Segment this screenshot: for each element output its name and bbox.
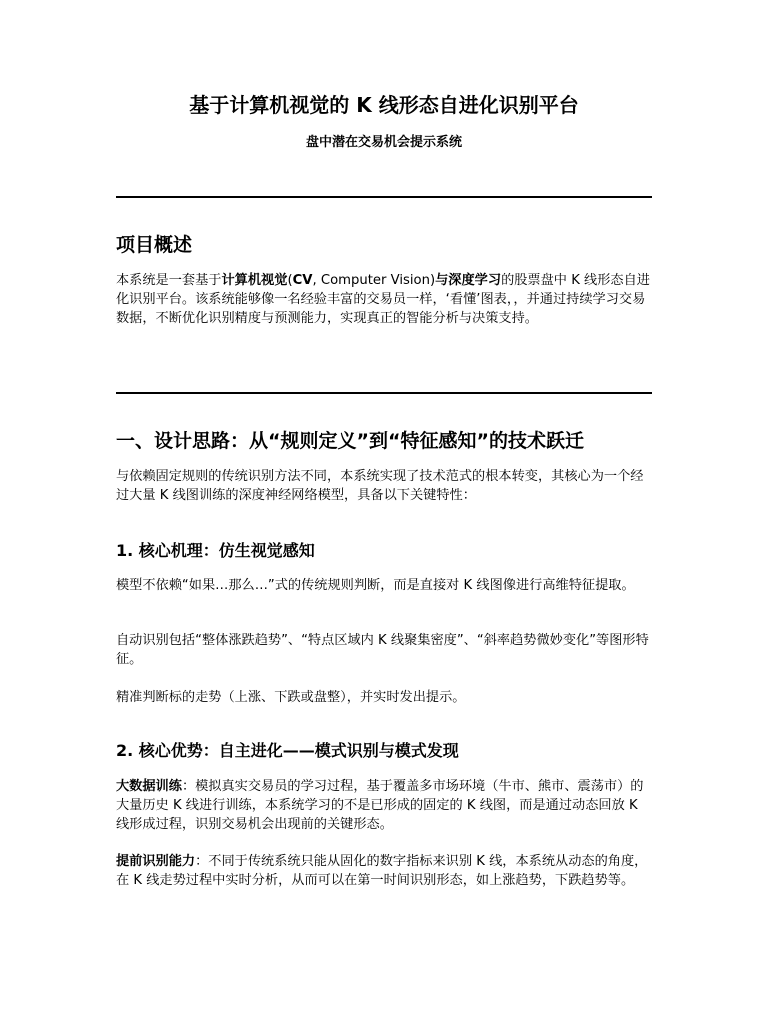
sub1-paragraph-2: 自动识别包括“整体涨跌趋势”、“特点区域内 K 线聚集密度”、“斜率趋势微妙变化”等图形特征。 [116, 633, 649, 667]
sub2-text: ：模拟真实交易员的学习过程，基于覆盖多市场环境（牛市、熊市、震荡市）的大量历史 K 线进行训练，本系统学习的不是已形成的固定的 K 线图，而是通过动态回放 K 线形成过程，识别交易机会出现前的关键形态。 [116, 779, 644, 832]
overview-text: , Computer Vision) [312, 273, 436, 288]
sub2-paragraph-2 [116, 852, 652, 890]
sub2-label: 提前识别能力 [116, 854, 196, 869]
overview-text: 本系统是一套基于 [116, 273, 222, 288]
overview-paragraph [116, 271, 652, 328]
sub2-heading: 2. 核心优势：自主进化——模式识别与模式发现 [116, 741, 459, 760]
sub2-text: ：不同于传统系统只能从固化的数字指标来识别 K 线，本系统从动态的角度，在 K 线走势过程中实时分析，从而可以在第一时间识别形态，如上涨趋势，下跌趋势等。 [116, 854, 648, 888]
section1-heading: 一、设计思路：从“规则定义”到“特征感知”的技术跃迁 [116, 430, 584, 452]
divider [116, 196, 652, 198]
overview-bold: 计算机视觉 [221, 273, 288, 288]
sub2-paragraph-1 [116, 777, 652, 834]
sub1-paragraph-1: 模型不依赖“如果…那么…”式的传统规则判断，而是直接对 K 线图像进行高维特征提取。 [116, 578, 635, 593]
document-subtitle: 盘中潜在交易机会提示系统 [305, 135, 462, 150]
overview-text: 的股票盘中 K 线形态自进化识别平台。该系统能够像一名经验丰富的交易员一样，‘看懂’图表，，并通过持续学习交易数据，不断优化识别精度与预测能力，实现真正的智能分析与决策支持。 [116, 273, 650, 326]
document-title: 基于计算机视觉的 K 线形态自进化识别平台 [189, 93, 579, 117]
overview-heading: 项目概述 [116, 234, 193, 256]
sub2-label: 大数据训练 [116, 779, 182, 794]
section1-intro: 与依赖固定规则的传统识别方法不同，本系统实现了技术范式的根本转变，其核心为一个经过大量 K 线图训练的深度神经网络模型，具备以下关键特性： [116, 469, 644, 503]
sub1-paragraph-3: 精准判断标的走势（上涨、下跌或盘整），并实时发出提示。 [116, 690, 466, 705]
overview-text: ( [287, 273, 293, 288]
overview-bold: CV [292, 273, 313, 288]
sub1-heading: 1. 核心机理：仿生视觉感知 [116, 541, 315, 560]
overview-bold: 与深度学习 [435, 273, 502, 288]
divider [116, 392, 652, 394]
